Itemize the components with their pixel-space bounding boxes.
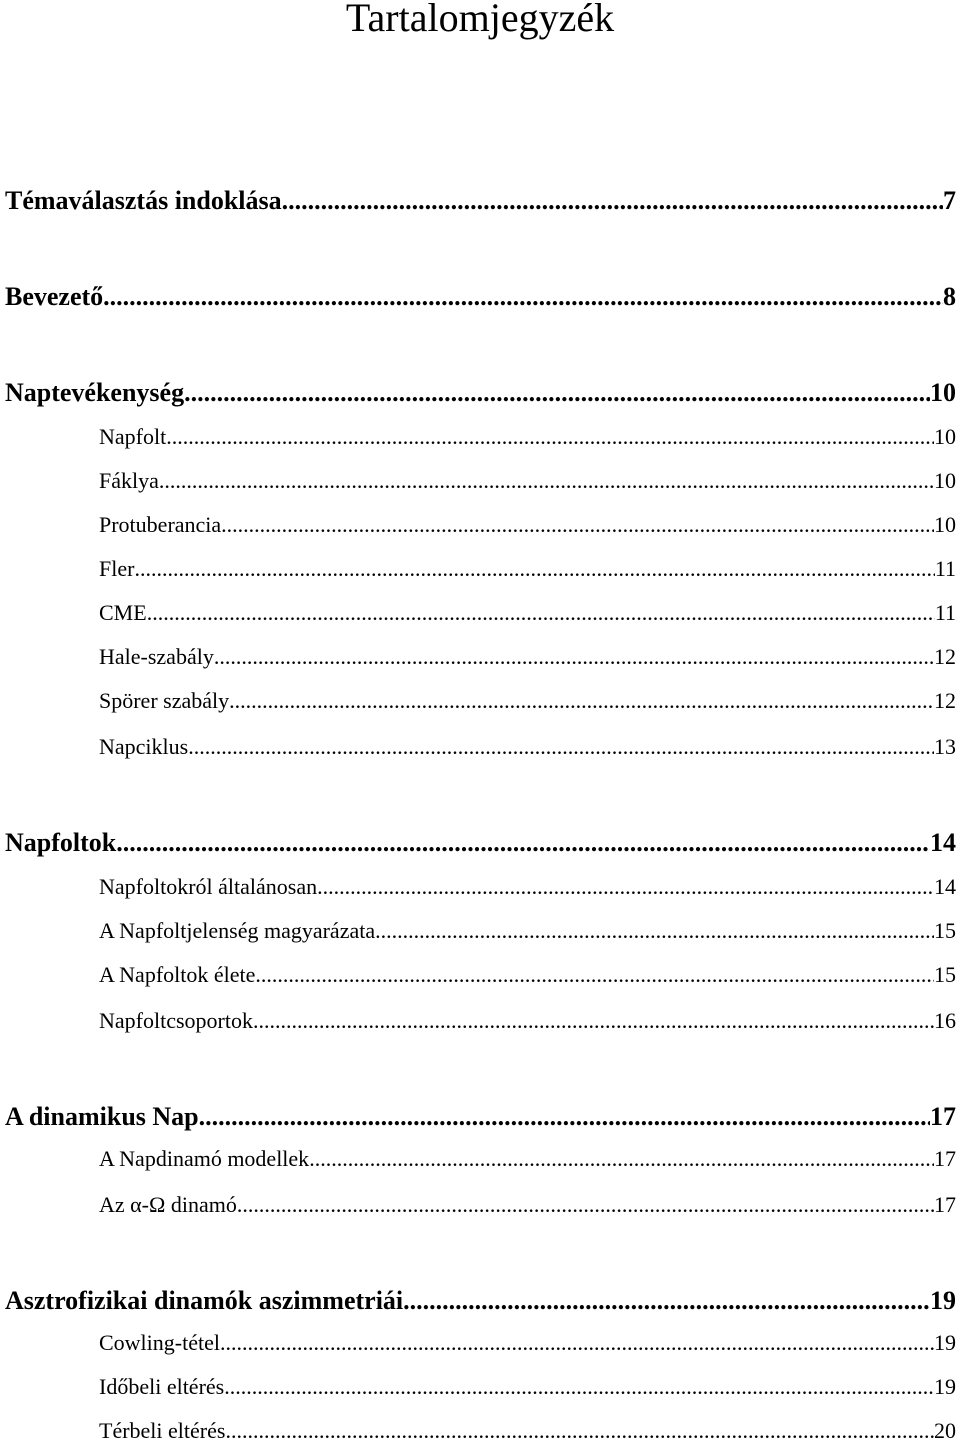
- toc-entry[interactable]: [99, 644, 956, 670]
- toc-entry-label: Fáklya: [99, 468, 159, 493]
- toc-page-number: 11: [934, 556, 956, 581]
- toc-page-number: 10: [934, 424, 956, 449]
- toc-entry[interactable]: [5, 186, 956, 216]
- toc-dot-leader: [220, 1330, 934, 1356]
- toc-dot-leader: [309, 1146, 934, 1172]
- toc-page-number: 16: [934, 1008, 956, 1033]
- toc-dot-leader: [134, 556, 934, 582]
- toc-entry-label: Napfoltokról általánosan: [99, 874, 318, 899]
- toc-page-number: 8: [943, 282, 956, 311]
- toc-entry-label: Időbeli eltérés: [99, 1374, 225, 1399]
- toc-entry-label: CME: [99, 600, 147, 625]
- toc-page-number: 10: [934, 468, 956, 493]
- toc-page-number: 15: [934, 962, 956, 987]
- toc-dot-leader: [224, 1374, 934, 1400]
- toc-entry-label: Asztrofizikai dinamók aszimmetriái: [5, 1286, 404, 1315]
- toc-dot-leader: [229, 688, 934, 714]
- toc-dot-leader: [317, 874, 934, 900]
- toc-entry-label: Az α-Ω dinamó: [99, 1192, 237, 1217]
- toc-page-number: 17: [934, 1146, 956, 1171]
- toc-page-number: 20: [934, 1418, 956, 1443]
- toc-page-number: 19: [930, 1286, 956, 1315]
- toc-dot-leader: [103, 282, 943, 312]
- toc-dot-leader: [225, 1418, 934, 1444]
- toc-dot-leader: [282, 186, 943, 216]
- toc-entry[interactable]: [99, 600, 956, 626]
- toc-dot-leader: [237, 1192, 934, 1218]
- toc-page-number: 12: [934, 644, 956, 669]
- toc-page-number: 14: [934, 874, 956, 899]
- toc-entry[interactable]: [99, 688, 956, 714]
- toc-entry[interactable]: [99, 512, 956, 538]
- toc-entry-label: Napfoltcsoportok: [99, 1008, 253, 1033]
- toc-entry[interactable]: [5, 282, 956, 312]
- toc-entry[interactable]: [5, 828, 956, 858]
- toc-page-number: 19: [934, 1330, 956, 1355]
- toc-entry-label: Hale-szabály: [99, 644, 214, 669]
- toc-dot-leader: [221, 512, 934, 538]
- toc-dot-leader: [188, 734, 934, 760]
- toc-entry-label: Napfolt: [99, 424, 167, 449]
- toc-page-number: 17: [930, 1102, 956, 1131]
- toc-dot-leader: [166, 424, 934, 450]
- toc-dot-leader: [255, 962, 934, 988]
- toc-dot-leader: [214, 644, 934, 670]
- toc-dot-leader: [199, 1102, 930, 1132]
- toc-page-number: 14: [930, 828, 956, 857]
- toc-dot-leader: [159, 468, 934, 494]
- toc-page-number: 12: [934, 688, 956, 713]
- toc-entry[interactable]: [99, 962, 956, 988]
- toc-entry[interactable]: [99, 918, 956, 944]
- toc-page-number: 13: [934, 734, 956, 759]
- toc-entry-label: Témaválasztás indoklása: [5, 186, 282, 215]
- toc-dot-leader: [184, 378, 930, 408]
- toc-entry[interactable]: [5, 378, 956, 408]
- toc-entry[interactable]: [99, 734, 956, 760]
- toc-entry[interactable]: [99, 468, 956, 494]
- toc-page-number: 10: [934, 512, 956, 537]
- toc-dot-leader: [147, 600, 935, 626]
- toc-entry-label: Térbeli eltérés: [99, 1418, 226, 1443]
- toc-page-number: 11: [934, 600, 956, 625]
- toc-page-number: 19: [934, 1374, 956, 1399]
- toc-page-number: 7: [943, 186, 956, 215]
- toc-entry[interactable]: [5, 1102, 956, 1132]
- toc-entry[interactable]: [99, 1192, 956, 1218]
- toc-entry[interactable]: [99, 556, 956, 582]
- toc-entry-label: Spörer szabály: [99, 688, 230, 713]
- page-title: Tartalomjegyzék: [345, 0, 615, 40]
- toc-entry-label: Fler: [99, 556, 135, 581]
- toc-entry-label: A Napfoltok élete: [99, 962, 256, 987]
- toc-entry-label: Napfoltok: [5, 828, 117, 857]
- toc-entry[interactable]: [99, 424, 956, 450]
- toc-dot-leader: [116, 828, 930, 858]
- toc-entry-label: A dinamikus Nap: [5, 1102, 199, 1131]
- toc-entry-label: A Napfoltjelenség magyarázata: [99, 918, 376, 943]
- toc-entry[interactable]: [99, 1330, 956, 1356]
- toc-entry-label: Cowling-tétel: [99, 1330, 220, 1355]
- toc-dot-leader: [375, 918, 934, 944]
- toc-entry[interactable]: [5, 1286, 956, 1316]
- toc-entry-label: Protuberancia: [99, 512, 222, 537]
- toc-page-number: 17: [934, 1192, 956, 1217]
- toc-entry[interactable]: [99, 874, 956, 900]
- toc-dot-leader: [253, 1008, 934, 1034]
- toc-entry-label: Bevezető: [5, 282, 104, 311]
- toc-entry-label: A Napdinamó modellek: [99, 1146, 310, 1171]
- toc-entry[interactable]: [99, 1146, 956, 1172]
- toc-dot-leader: [403, 1286, 930, 1316]
- toc-entry[interactable]: [99, 1374, 956, 1400]
- toc-page-number: 15: [934, 918, 956, 943]
- toc-page-number: 10: [930, 378, 956, 407]
- toc-entry[interactable]: [99, 1008, 956, 1034]
- toc-entry[interactable]: [99, 1418, 956, 1444]
- toc-entry-label: Napciklus: [99, 734, 189, 759]
- toc-entry-label: Naptevékenység: [5, 378, 185, 407]
